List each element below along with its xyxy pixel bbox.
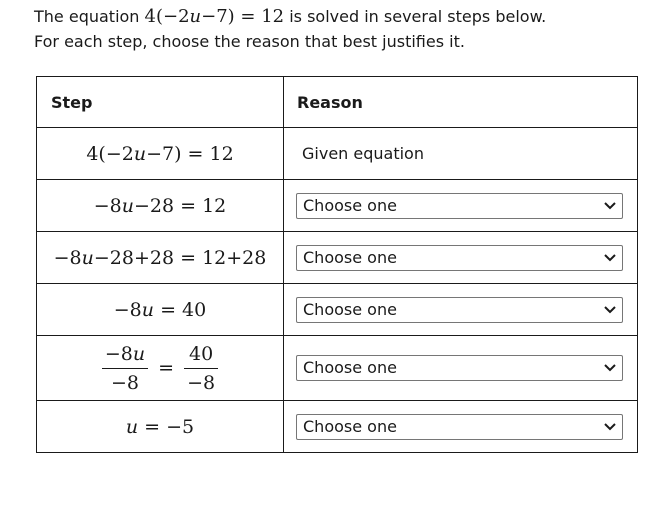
step-equation: −8u = 40	[37, 284, 284, 336]
instructions	[34, 4, 644, 54]
reason-column-header: Reason	[284, 77, 638, 128]
step-equation: u = −5	[37, 401, 284, 453]
reason-cell	[284, 401, 638, 453]
left-fraction: $\frac{-8u}{-8}$	[102, 343, 148, 394]
chevron-down-icon	[604, 306, 616, 314]
step-equation: 4(−2u−7) = 12	[37, 128, 284, 180]
reason-cell	[284, 336, 638, 401]
step-column-header: Step	[37, 77, 284, 128]
table-row	[37, 336, 638, 401]
table-header-row	[37, 77, 638, 128]
right-fraction: $\frac{40}{-8}$	[184, 343, 218, 394]
fraction-equation	[102, 343, 218, 394]
reason-cell	[284, 180, 638, 232]
chevron-down-icon	[604, 202, 616, 210]
instructions-text: is solved in several steps below.	[284, 7, 547, 26]
reason-select-step-6[interactable]: Choose one	[296, 414, 623, 440]
chevron-down-icon	[604, 423, 616, 431]
given-equation: 4(−2u−7) = 12	[144, 6, 285, 27]
table-row	[37, 232, 638, 284]
instructions-line-1	[34, 4, 644, 29]
reason-select-step-2[interactable]: Choose one	[296, 193, 623, 219]
reason-select-step-3[interactable]: Choose one	[296, 245, 623, 271]
chevron-down-icon	[604, 254, 616, 262]
step-equation	[37, 336, 284, 401]
step-equation: −8u−28+28 = 12+28	[37, 232, 284, 284]
steps-table	[36, 76, 638, 453]
reason-cell	[284, 284, 638, 336]
chevron-down-icon	[604, 364, 616, 372]
reason-select-step-5[interactable]: Choose one	[296, 355, 623, 381]
table-row	[37, 180, 638, 232]
instructions-text: The equation	[34, 7, 145, 26]
reason-cell	[284, 232, 638, 284]
table-row	[37, 128, 638, 180]
reason-select-step-4[interactable]: Choose one	[296, 297, 623, 323]
step-equation: −8u−28 = 12	[37, 180, 284, 232]
instructions-line-2: For each step, choose the reason that best justifies it.	[34, 32, 465, 51]
reason-cell	[284, 128, 638, 180]
table-row	[37, 284, 638, 336]
equals-sign: =	[158, 357, 175, 379]
table-row	[37, 401, 638, 453]
given-equation-label: Given equation	[302, 144, 424, 163]
